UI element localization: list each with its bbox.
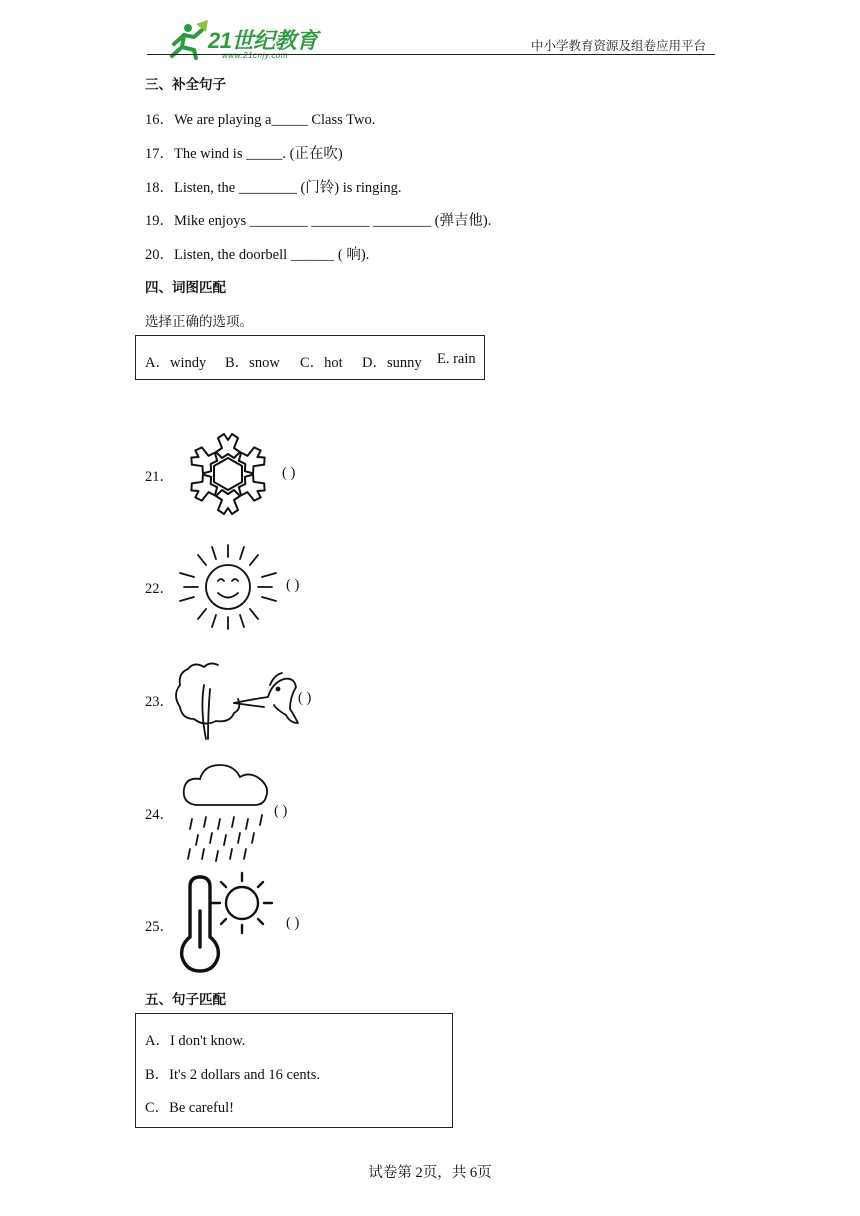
answer-blank-22[interactable]: ( ) [286, 577, 300, 593]
item-25-number: 25． [145, 919, 174, 935]
sun-face-icon [176, 541, 276, 631]
question-16: 16．We are playing a_____ Class Two. [145, 112, 376, 128]
sentence-a: A．I don't know. [145, 1033, 246, 1049]
question-19: 19．Mike enjoys ________ ________ ________ (弹吉他). [145, 213, 492, 229]
option-c: C．hot [300, 355, 343, 371]
answer-blank-24[interactable]: ( ) [274, 803, 288, 819]
question-20: 20．Listen, the doorbell ______ ( 响). [145, 247, 370, 263]
question-17: 17．The wind is _____. (正在吹) [145, 146, 343, 162]
option-a: A．windy [145, 355, 207, 371]
section4-title: 四、词图匹配 [145, 280, 226, 296]
item-22-number: 22． [145, 581, 174, 597]
logo-url: www.21cnjy.com [222, 51, 288, 60]
sentence-c: C．Be careful! [145, 1100, 234, 1116]
platform-name: 中小学教育资源及组卷应用平台 [530, 38, 706, 53]
option-d: D．sunny [362, 355, 422, 371]
page-footer: 试卷第 2页，共 6页 [368, 1165, 492, 1181]
header-divider [147, 54, 715, 55]
option-e: E. rain [437, 351, 476, 367]
wind-blowing-tree-icon [174, 655, 298, 743]
thermometer-sun-icon [174, 871, 284, 977]
snowflake-icon [172, 428, 284, 520]
item-23-number: 23． [145, 694, 174, 710]
logo [166, 20, 336, 64]
answer-blank-25[interactable]: ( ) [286, 915, 300, 931]
section4-instruction: 选择正确的选项。 [145, 314, 253, 330]
item-21-number: 21． [145, 469, 174, 485]
rain-cloud-icon [178, 761, 276, 863]
sentence-b: B．It's 2 dollars and 16 cents. [145, 1067, 320, 1083]
option-b: B．snow [225, 355, 280, 371]
answer-blank-21[interactable]: ( ) [282, 465, 296, 481]
section3-title: 三、补全句子 [145, 77, 226, 93]
section5-title: 五、句子匹配 [145, 992, 226, 1008]
question-18: 18．Listen, the ________ (门铃) is ringing. [145, 180, 402, 196]
answer-blank-23[interactable]: ( ) [298, 690, 312, 706]
item-24-number: 24． [145, 807, 174, 823]
logo-text: 21世纪教育 [208, 28, 318, 53]
